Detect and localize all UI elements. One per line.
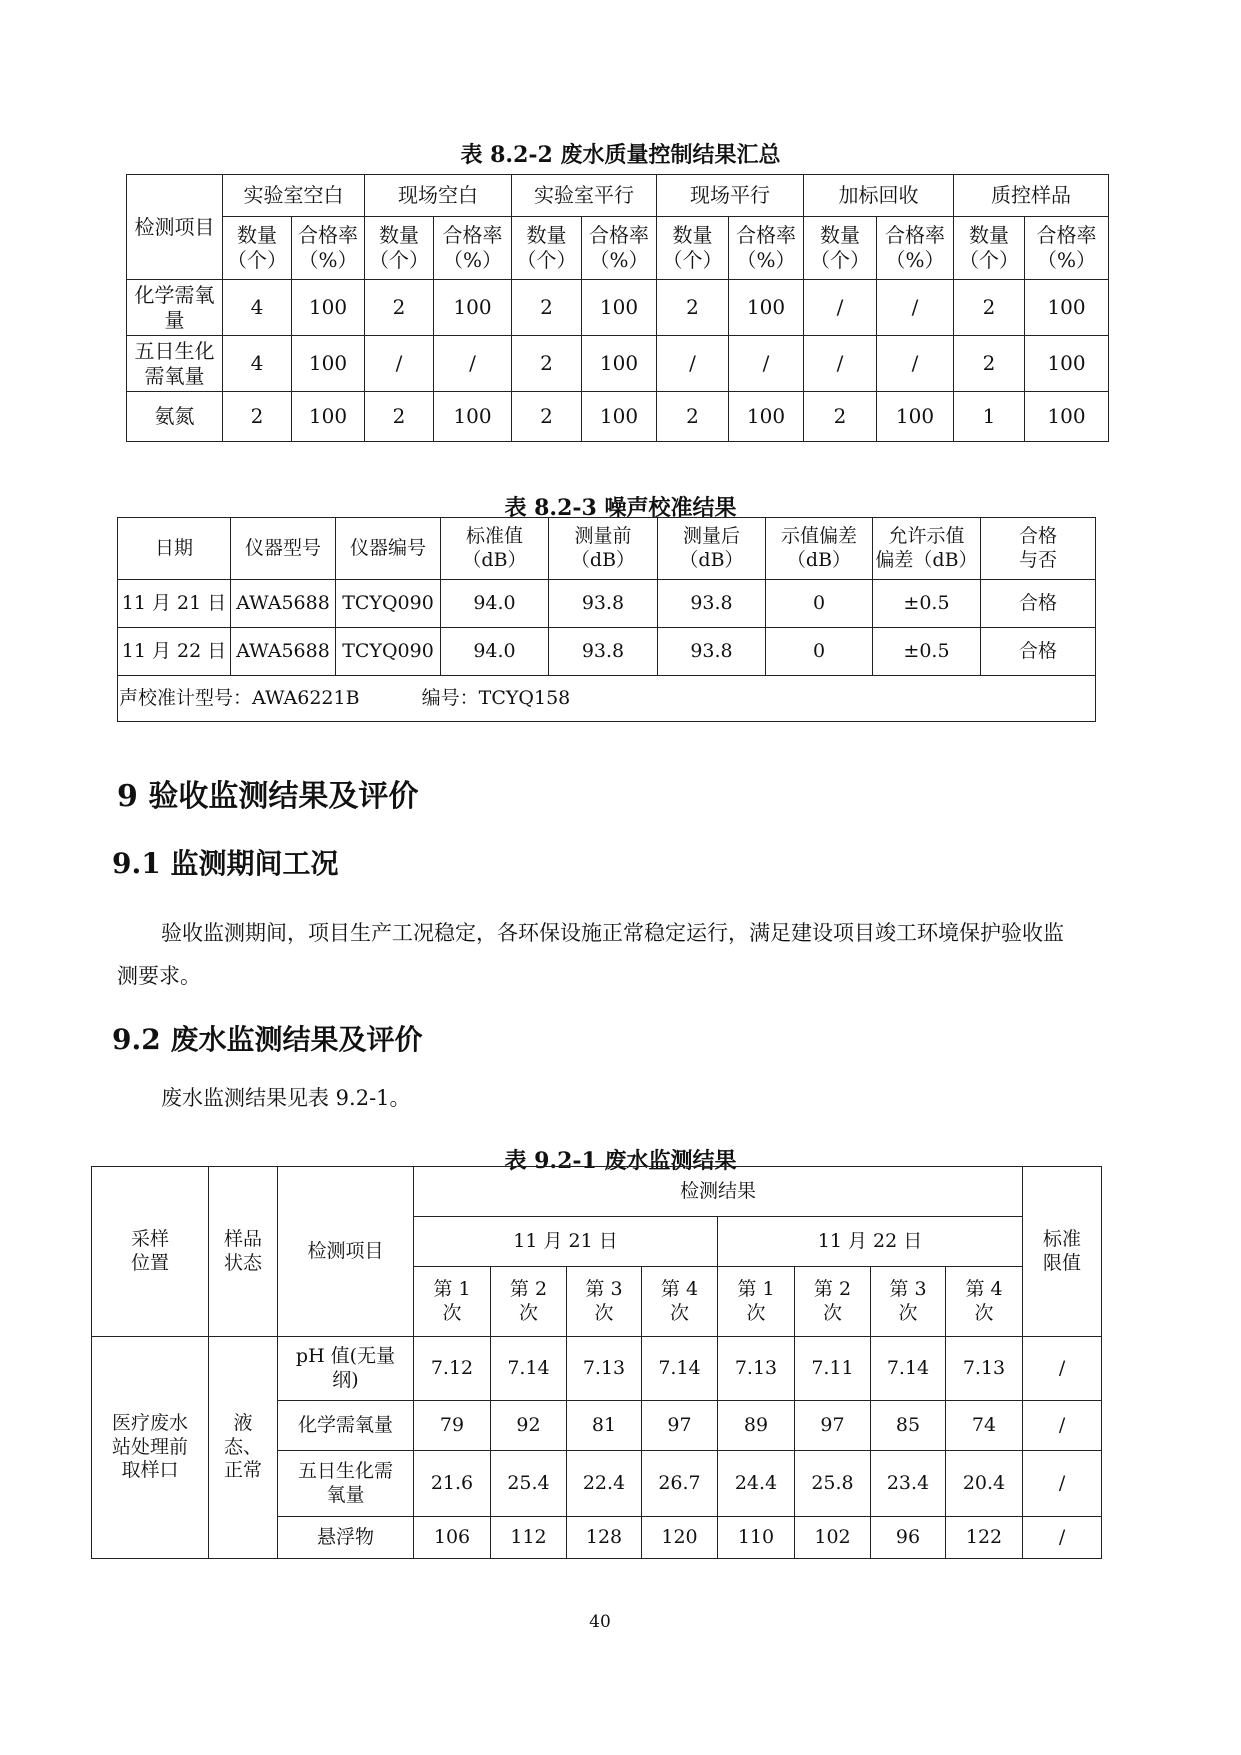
cell: ±0.5 — [873, 628, 981, 676]
cell: 93.8 — [658, 628, 766, 676]
cell: 25.4 — [491, 1451, 567, 1517]
cell: / — [729, 336, 804, 392]
section-92-heading: 9.2 废水监测结果及评价 — [112, 1023, 423, 1056]
cell: 93.8 — [658, 580, 766, 628]
header-pass: 合格 与否 — [981, 518, 1096, 580]
cell: 0 — [766, 580, 873, 628]
count-header: 数量 （个） — [804, 217, 877, 280]
group-header: 现场空白 — [365, 175, 512, 217]
cell: 74 — [946, 1401, 1023, 1451]
cell: 93.8 — [549, 628, 658, 676]
rate-header: 合格率 （%） — [434, 217, 512, 280]
cell: 100 — [292, 336, 365, 392]
cell: 100 — [292, 280, 365, 336]
cell: 100 — [292, 392, 365, 442]
table-row — [118, 628, 1096, 676]
header-serial: 仪器编号 — [336, 518, 441, 580]
cell: AWA5688 — [231, 580, 336, 628]
cell: 7.13 — [567, 1337, 642, 1401]
header-date: 日期 — [118, 518, 231, 580]
header-model: 仪器型号 — [231, 518, 336, 580]
cell: 7.12 — [414, 1337, 491, 1401]
cell: TCYQ090 — [336, 628, 441, 676]
cell: 0 — [766, 628, 873, 676]
cell: 92 — [491, 1401, 567, 1451]
table-921 — [91, 1166, 1102, 1559]
cell: 7.14 — [491, 1337, 567, 1401]
cell: 100 — [1025, 280, 1109, 336]
cell: 110 — [718, 1517, 795, 1559]
row-label: 五日生化 需氧量 — [127, 336, 223, 392]
cell: / — [1023, 1517, 1102, 1559]
cell: 7.14 — [871, 1337, 946, 1401]
cell: 7.13 — [946, 1337, 1023, 1401]
cell: 128 — [567, 1517, 642, 1559]
header-state: 样品 状态 — [209, 1167, 278, 1337]
cell: / — [1023, 1401, 1102, 1451]
cell: / — [804, 336, 877, 392]
cell: 2 — [954, 336, 1025, 392]
cell: / — [877, 336, 954, 392]
header-time: 第 2 次 — [491, 1267, 567, 1337]
cell: 100 — [582, 280, 657, 336]
group-header: 实验室空白 — [223, 175, 365, 217]
cell: 100 — [877, 392, 954, 442]
calibrator-note — [118, 676, 1096, 722]
cell: 2 — [657, 392, 729, 442]
cell: 94.0 — [441, 628, 549, 676]
cell: 100 — [582, 336, 657, 392]
count-header: 数量 （个） — [512, 217, 582, 280]
cell: 100 — [434, 280, 512, 336]
row-label: 悬浮物 — [278, 1517, 414, 1559]
header-time: 第 3 次 — [567, 1267, 642, 1337]
header-deviation: 示值偏差 （dB） — [766, 518, 873, 580]
cell: 21.6 — [414, 1451, 491, 1517]
count-header: 数量 （个） — [365, 217, 434, 280]
group-header: 质控样品 — [954, 175, 1109, 217]
cell: 22.4 — [567, 1451, 642, 1517]
cell: 100 — [582, 392, 657, 442]
cell: / — [1023, 1451, 1102, 1517]
header-limit: 标准 限值 — [1023, 1167, 1102, 1337]
cell: 7.14 — [642, 1337, 718, 1401]
table-822-caption: 表 8.2-2 废水质量控制结果汇总 — [460, 142, 781, 168]
header-time: 第 2 次 — [795, 1267, 871, 1337]
header-results: 检测结果 — [414, 1167, 1023, 1217]
header-date: 11 月 22 日 — [718, 1217, 1023, 1267]
cell: / — [877, 280, 954, 336]
cell: 23.4 — [871, 1451, 946, 1517]
section-91-paragraph: 验收监测期间，项目生产工况稳定，各环保设施正常稳定运行，满足建设项目竣工环境保护验收监测要求。 — [117, 921, 1064, 988]
table-row — [127, 392, 1109, 442]
cell: 97 — [795, 1401, 871, 1451]
header-time: 第 3 次 — [871, 1267, 946, 1337]
cell: 4 — [223, 336, 292, 392]
cell: 7.11 — [795, 1337, 871, 1401]
cell: 100 — [1025, 336, 1109, 392]
page-number: 40 — [589, 1612, 611, 1632]
cell: 2 — [954, 280, 1025, 336]
table-823 — [117, 517, 1096, 722]
header-time: 第 4 次 — [642, 1267, 718, 1337]
table-row — [127, 280, 1109, 336]
cell: 100 — [729, 392, 804, 442]
count-header: 数量 （个） — [223, 217, 292, 280]
rate-header: 合格率 （%） — [582, 217, 657, 280]
rate-header: 合格率 （%） — [292, 217, 365, 280]
cell: 4 — [223, 280, 292, 336]
cell: 97 — [642, 1401, 718, 1451]
header-after: 测量后 （dB） — [658, 518, 766, 580]
section-9-heading: 9 验收监测结果及评价 — [117, 779, 419, 814]
cell: 1 — [954, 392, 1025, 442]
count-header: 数量 （个） — [954, 217, 1025, 280]
cell: 102 — [795, 1517, 871, 1559]
table-row — [92, 1337, 1102, 1401]
sample-state: 液 态、 正常 — [209, 1337, 278, 1559]
cell: 122 — [946, 1517, 1023, 1559]
header-allowed-deviation: 允许示值 偏差（dB） — [873, 518, 981, 580]
cell: 2 — [804, 392, 877, 442]
cell: 120 — [642, 1517, 718, 1559]
cell: 合格 — [981, 580, 1096, 628]
cell: 2 — [512, 392, 582, 442]
group-header: 现场平行 — [657, 175, 804, 217]
cell: 100 — [434, 392, 512, 442]
group-header: 加标回收 — [804, 175, 954, 217]
header-date: 11 月 21 日 — [414, 1217, 718, 1267]
cell: 2 — [365, 392, 434, 442]
header-before: 测量前 （dB） — [549, 518, 658, 580]
cell: AWA5688 — [231, 628, 336, 676]
cell: 100 — [1025, 392, 1109, 442]
table-921-caption: 表 9.2-1 废水监测结果 — [504, 1148, 737, 1174]
cell: 2 — [223, 392, 292, 442]
cell: 11 月 22 日 — [118, 628, 231, 676]
sampling-location: 医疗废水 站处理前 取样口 — [92, 1337, 209, 1559]
header-location: 采样 位置 — [92, 1167, 209, 1337]
cell: / — [1023, 1337, 1102, 1401]
rate-header: 合格率 （%） — [729, 217, 804, 280]
cell: 2 — [657, 280, 729, 336]
cell: / — [657, 336, 729, 392]
cell: 79 — [414, 1401, 491, 1451]
cell: / — [434, 336, 512, 392]
rate-header: 合格率 （%） — [877, 217, 954, 280]
cell: 112 — [491, 1517, 567, 1559]
cell: TCYQ090 — [336, 580, 441, 628]
cell: 2 — [512, 336, 582, 392]
section-91-heading: 9.1 监测期间工况 — [112, 847, 339, 880]
table-row — [118, 580, 1096, 628]
cell: ±0.5 — [873, 580, 981, 628]
cell: 96 — [871, 1517, 946, 1559]
cell: 81 — [567, 1401, 642, 1451]
cell: 2 — [365, 280, 434, 336]
header-item: 检测项目 — [278, 1167, 414, 1337]
cell: 85 — [871, 1401, 946, 1451]
count-header: 数量 （个） — [657, 217, 729, 280]
cell: / — [365, 336, 434, 392]
row-label: 化学需氧量 — [278, 1401, 414, 1451]
row-label: 五日生化需 氧量 — [278, 1451, 414, 1517]
section-92-paragraph: 废水监测结果见表 9.2-1。 — [161, 1086, 411, 1110]
cell: 26.7 — [642, 1451, 718, 1517]
cell: 89 — [718, 1401, 795, 1451]
cell: 11 月 21 日 — [118, 580, 231, 628]
row-label: 化学需氧 量 — [127, 280, 223, 336]
item-header: 检测项目 — [127, 175, 223, 280]
cell: / — [804, 280, 877, 336]
group-header: 实验室平行 — [512, 175, 657, 217]
cell: 25.8 — [795, 1451, 871, 1517]
header-time: 第 4 次 — [946, 1267, 1023, 1337]
table-823-caption: 表 8.2-3 噪声校准结果 — [504, 495, 737, 521]
cell: 106 — [414, 1517, 491, 1559]
cell: 94.0 — [441, 580, 549, 628]
table-footer-row — [118, 676, 1096, 722]
row-label: 氨氮 — [127, 392, 223, 442]
table-822 — [126, 174, 1109, 442]
cell: 7.13 — [718, 1337, 795, 1401]
table-row — [127, 336, 1109, 392]
header-time: 第 1 次 — [718, 1267, 795, 1337]
header-standard: 标准值 （dB） — [441, 518, 549, 580]
cell: 合格 — [981, 628, 1096, 676]
calibrator-number: 编号：TCYQ158 — [421, 686, 571, 709]
cell: 100 — [729, 280, 804, 336]
cell: 24.4 — [718, 1451, 795, 1517]
header-time: 第 1 次 — [414, 1267, 491, 1337]
row-label: pH 值(无量 纲) — [278, 1337, 414, 1401]
cell: 2 — [512, 280, 582, 336]
cell: 20.4 — [946, 1451, 1023, 1517]
cell: 93.8 — [549, 580, 658, 628]
rate-header: 合格率 （%） — [1025, 217, 1109, 280]
calibrator-model: 声校准计型号：AWA6221B — [119, 686, 360, 709]
